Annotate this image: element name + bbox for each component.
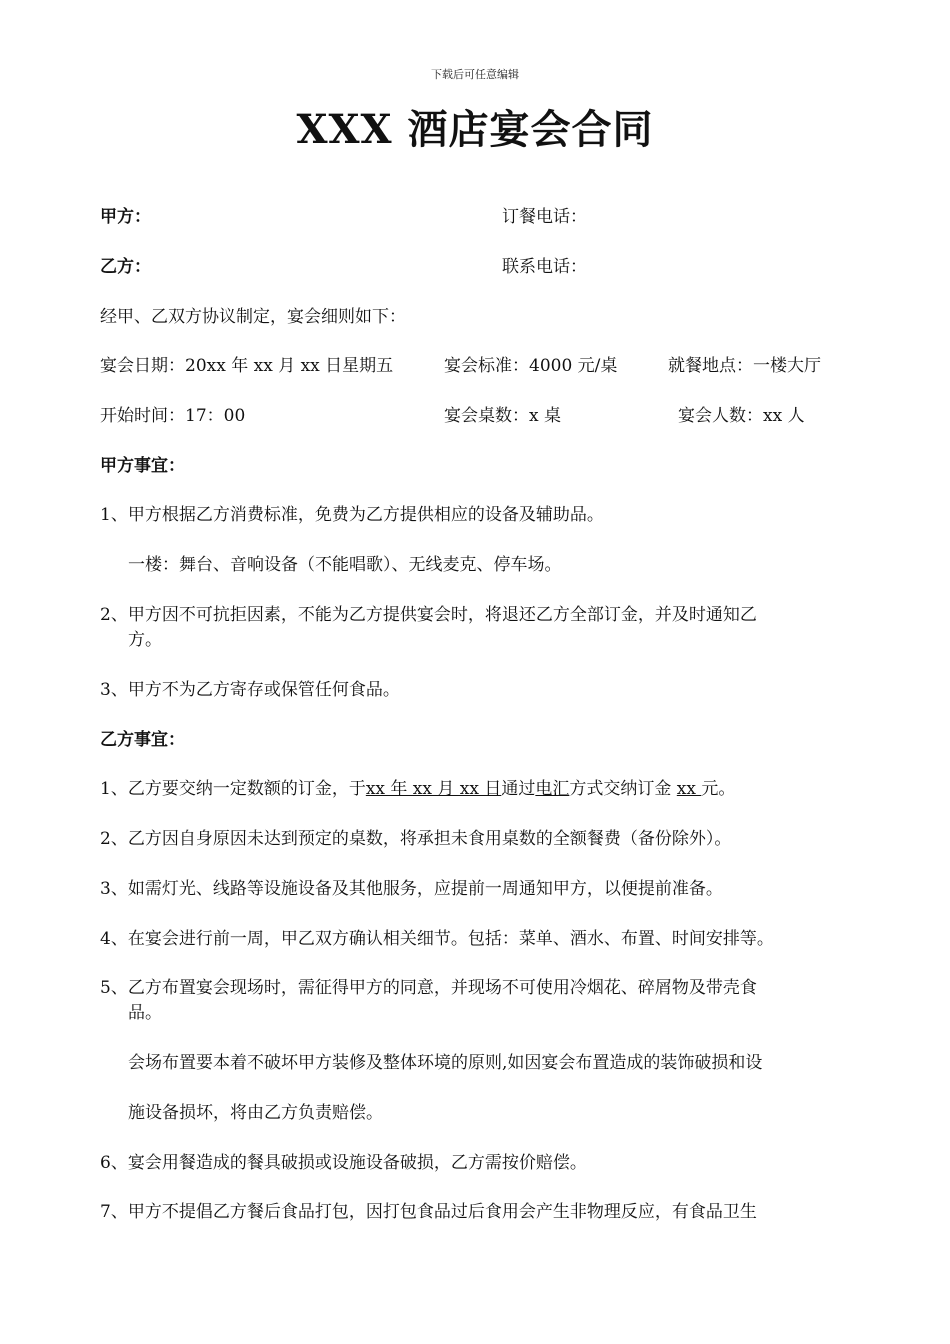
party-b-item-3: 3、如需灯光、线路等设施设备及其他服务，应提前一周通知甲方，以便提前准备。	[100, 879, 723, 899]
party-b-item-5-line-2: 品。	[128, 1003, 162, 1023]
deposit-amount: xx	[676, 779, 702, 799]
contract-title: XXX 酒店宴会合同	[296, 106, 654, 153]
party-a-label: 甲方：	[100, 207, 151, 227]
deposit-date: xx 年 xx 月 xx 日	[365, 779, 502, 799]
party-a-item-1: 1、甲方根据乙方消费标准，免费为乙方提供相应的设备及辅助品。	[100, 505, 604, 525]
guest-count: 宴会人数：xx 人	[678, 406, 805, 426]
contact-phone-label: 联系电话：	[502, 257, 587, 277]
party-b-item-5-sub-2: 施设备损坏，将由乙方负责赔偿。	[128, 1103, 383, 1123]
header-note: 下载后可任意编辑	[431, 68, 519, 81]
party-b-item-1-mid-2: 方式交纳订金	[569, 779, 677, 799]
party-b-item-1	[100, 774, 735, 799]
banquet-location: 就餐地点：一楼大厅	[668, 356, 821, 376]
banquet-standard: 宴会标准：4000 元/桌	[444, 356, 618, 376]
party-b-section-heading: 乙方事宜：	[100, 730, 185, 750]
party-b-item-1-suffix: 元。	[701, 779, 736, 799]
party-a-section-heading: 甲方事宜：	[100, 456, 185, 476]
table-count: 宴会桌数：x 桌	[444, 406, 561, 426]
party-b-item-1-mid-1: 通过	[501, 779, 536, 799]
party-b-item-2: 2、乙方因自身原因未达到预定的桌数，将承担未食用桌数的全额餐费（备份除外）。	[100, 829, 732, 849]
party-a-item-2-line-2: 方。	[128, 630, 162, 650]
party-b-item-5-sub-1: 会场布置要本着不破坏甲方装修及整体环境的原则,如因宴会布置造成的装饰破损和设	[128, 1053, 763, 1073]
banquet-date: 宴会日期：20xx 年 xx 月 xx 日星期五	[100, 356, 394, 376]
party-a-item-2-line-1: 2、甲方因不可抗拒因素，不能为乙方提供宴会时，将退还乙方全部订金，并及时通知乙	[100, 605, 757, 625]
party-a-item-3: 3、甲方不为乙方寄存或保管任何食品。	[100, 680, 400, 700]
party-b-item-7: 7、甲方不提倡乙方餐后食品打包，因打包食品过后食用会产生非物理反应，有食品卫生	[100, 1202, 757, 1222]
party-b-item-5-line-1: 5、乙方布置宴会现场时，需征得甲方的同意，并现场不可使用冷烟花、碎屑物及带壳食	[100, 978, 757, 998]
party-a-item-1-sub: 一楼：舞台、音响设备（不能唱歌）、无线麦克、停车场。	[128, 555, 562, 575]
intro-text: 经甲、乙双方协议制定，宴会细则如下：	[100, 307, 406, 327]
booking-phone-label: 订餐电话：	[502, 207, 587, 227]
party-b-item-1-prefix: 1、乙方要交纳一定数额的订金，于	[100, 779, 366, 799]
party-b-item-4: 4、在宴会进行前一周，甲乙双方确认相关细节。包括：菜单、酒水、布置、时间安排等。	[100, 929, 774, 949]
party-b-label: 乙方：	[100, 257, 151, 277]
party-b-item-6: 6、宴会用餐造成的餐具破损或设施设备破损，乙方需按价赔偿。	[100, 1153, 587, 1173]
payment-method: 电汇	[535, 779, 570, 799]
start-time: 开始时间：17：00	[100, 406, 246, 426]
